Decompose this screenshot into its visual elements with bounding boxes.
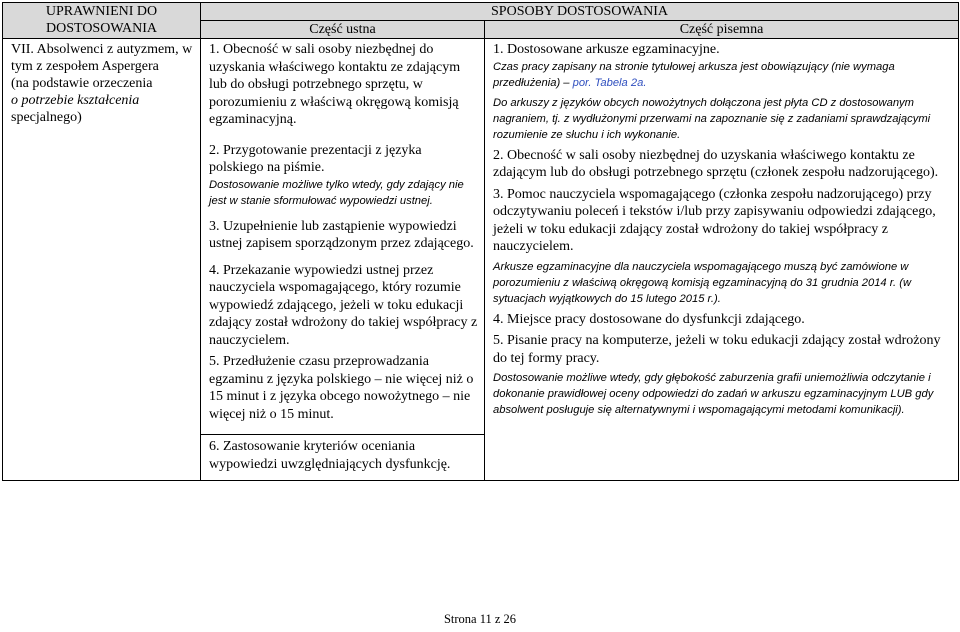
oral-item-2: 2. Przygotowanie prezentacji z języka polskiego na piśmie. <box>209 142 422 175</box>
basis-suffix: specjalnego) <box>11 110 82 125</box>
header-written: Część pisemna <box>485 21 959 39</box>
header-methods: SPOSOBY DOSTOSOWANIA <box>201 3 959 21</box>
written-item-3-note: Arkusze egzaminacyjne dla nauczyciela wspomagającego muszą być zamówione w porozumieniu z właściwą okręgową komisją egzaminacyjną do 31 grudnia 2014 r. (w sytuacjach wyjątkowych do 15 lutego 2015 r.). <box>493 260 912 305</box>
basis-prefix: (na podstawie orzeczenia <box>11 76 153 91</box>
oral-item-3: 3. Uzupełnienie lub zastąpienie wypowiedzi ustnej zapisem sporządzonym przez zdającego. <box>209 218 474 251</box>
written-item-1-cd-note: Do arkuszy z języków obcych nowożytnych dołączona jest płyta CD z dostosowanym nagraniem, tj. z wydłużonymi przerwami na zapoznanie się z zadaniami sprawdzającymi rozumienie ze słuchu i ich wykonanie. <box>493 96 931 141</box>
written-item-3: 3. Pomoc nauczyciela wspomagającego (członka zespołu nadzorującego) przy odczytywaniu poleceń i tekstów i/lub przy zapisywaniu odpowiedzi zdającego, jeżeli w toku edukacji zdający został wdrożony do takiej współpracy z nauczycielem. <box>493 186 936 254</box>
oral-item-6: 6. Zastosowanie kryteriów oceniania wypowiedzi uwzględniających dysfunkcję. <box>209 439 451 472</box>
page-number: Strona 11 z 26 <box>443 612 517 626</box>
header-oral: Część ustna <box>201 21 485 39</box>
written-item-1-note: Czas pracy zapisany na stronie tytułowej arkusza jest obowiązujący (nie wymaga przedłużenia) – por. Tabela 2a. <box>493 60 895 89</box>
category-cell <box>3 39 201 481</box>
oral-item-2-note: Dostosowanie możliwe tylko wtedy, gdy zdający nie jest w stanie sformułować wypowiedzi ustnej. <box>209 178 464 207</box>
category-basis <box>11 75 194 126</box>
written-item-5-note: Dostosowanie możliwe wtedy, gdy głębokość zaburzenia grafii uniemożliwia odczytanie i dokonanie prawidłowej oceny odpowiedzi do zadań w arkuszu egzaminacyjnym LUB gdy absolwent posługuje się alternatywnymi i wspomagającymi metodami komunikacji). <box>493 372 934 416</box>
oral-cell <box>201 39 485 481</box>
basis-italic: o potrzebie kształcenia <box>11 93 140 108</box>
oral-item-5: 5. Przedłużenie czasu przeprowadzania egzaminu z języka polskiego – nie więcej niż o 15 minut i z języka obcego nowożytnego – nie więcej niż o 15 minut. <box>209 354 474 422</box>
written-item-5: 5. Pisanie pracy na komputerze, jeżeli w toku edukacji zdający został wdrożony do tej formy pracy. <box>493 333 941 366</box>
written-cell <box>485 39 959 481</box>
written-item-2: 2. Obecność w sali osoby niezbędnej do uzyskania właściwego kontaktu ze zdającym lub do obsługi potrzebnego sprzętu (członek zespołu nadzorującego). <box>493 147 939 180</box>
adjustments-table <box>2 2 959 481</box>
header-eligible: UPRAWNIENI DO DOSTOSOWANIA <box>3 3 201 39</box>
table-2a-link[interactable]: por. Tabela 2a <box>572 76 644 89</box>
oral-item-1: 1. Obecność w sali osoby niezbędnej do uzyskania właściwego kontaktu ze zdającym lub do obsługi potrzebnego sprzętu, w porozumieniu z właściwą okręgową komisją egzaminacyjną. <box>209 42 461 127</box>
written-item-4: 4. Miejsce pracy dostosowane do dysfunkcji zdającego. <box>493 311 805 327</box>
category-title: VII. Absolwenci z autyzmem, w tym z zespołem Aspergera <box>11 42 193 74</box>
written-item-1: 1. Dostosowane arkusze egzaminacyjne. <box>493 42 720 57</box>
oral-item-4: 4. Przekazanie wypowiedzi ustnej przez nauczyciela wspomagającego, który rozumie wypowiedź zdającego, jeżeli w toku edukacji zdający został wdrożony do takiej współpracy z nauczycielem. <box>209 262 478 348</box>
